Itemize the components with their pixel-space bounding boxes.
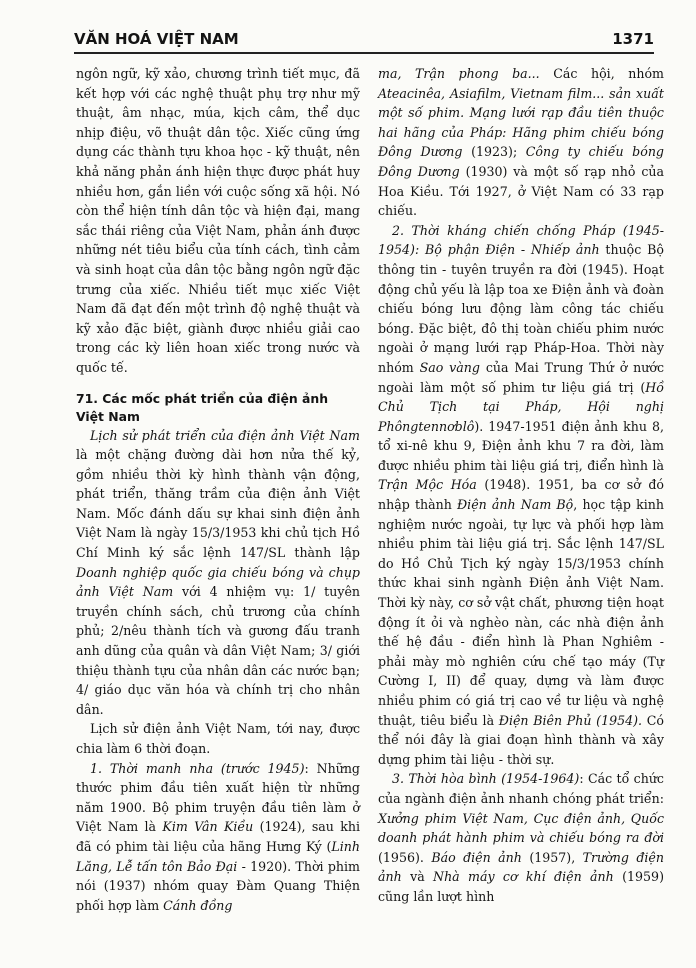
section-heading: 71. Các mốc phát triển của điện ảnh Việt Nam [76,390,329,424]
page-header [74,30,654,54]
right-column [378,64,664,958]
paragraph-periods: Lịch sử điện ảnh Việt Nam, tới nay, được chia làm 6 thời đoạn. [76,721,360,756]
paragraph-circus: ngôn ngữ, kỹ xảo, chương trình tiết mục, đã kết hợp với các nghệ thuật phụ trợ như mỹ thuật, âm nhạc, múa, kịch câm, thể dục nhịp điệu, võ thuật dân tộc. Xiếc cũng ứng dụng các thành tựu khoa học - kỹ thuật, nên khả năng phản ánh hiện thực được phát huy nhiều hơn, gắn liền với cuộc sống xã hội. Nó còn thể hiện tính dân tộc và hiện đại, mang sắc thái riêng của Việt Nam, phản ánh được những nét tiêu biểu của tính cách, tình cảm và sinh hoạt của dân tộc bằng ngôn ngữ đặc trưng của xiếc. Nhiều tiết mục xiếc Việt Nam đã đạt đến một trình độ nghệ thuật và kỹ xảo đặc biệt, giành được nhiều giải cao trong các kỳ liên hoan xiếc trong nước và quốc tế. [76,66,360,375]
running-title: VĂN HOÁ VIỆT NAM [74,30,239,48]
paragraph-period-2: 2. Thời kháng chiến chống Pháp (1945-1954): Bộ phận Điện - Nhiếp ảnh thuộc Bộ thông tin - tuyên truyền ra đời (1945). Hoạt động chủ yếu là lập toa xe Điện ảnh và đoàn chiếu bóng lưu động làm công tác chiếu bóng. Đặc biệt, đô thị toàn chiếu phim nước ngoài ở mạng lưới rạp Pháp-Hoa. Thời này nhóm Sao vàng của Mai Trung Thứ ở nước ngoài làm một số phim tư liệu giá trị (Hồ Chủ Tịch tại Pháp, Hội nghị Phôngtennơblô). 1947-1951 điện ảnh khu 8, tổ xi-nê khu 9, Điện ảnh khu 7 ra đời, làm được nhiều phim tài liệu giá trị, điển hình là Trận Mộc Hóa (1948). 1951, ba cơ sở đó nhập thành Điện ảnh Nam Bộ, học tập kinh nghiệm nước ngoài, tự lực và phối hợp làm nhiều phim tài liệu giá trị. Sắc lệnh 147/SL do Hồ Chủ Tịch ký ngày 15/3/1953 chính thức khai sinh ngành Điện ảnh Việt Nam. Thời kỳ này, cơ sở vật chất, phương tiện hoạt động ít ỏi và nghèo nàn, các nhà điện ảnh thế hệ đầu - điển hình là Phan Nghiêm - phải mày mò nghiên cứu chế tạo máy (Tự Cường I, II) để quay, dựng và làm được nhiều phim có giá trị cao về tư liệu và nghệ thuật, tiêu biểu là Điện Biên Phủ (1954). Có thể nói đây là giai đoạn hình thành và xây dựng phim tài liệu - thời sự. [378,222,665,767]
header-rule [74,52,654,54]
paragraph-period-1: 1. Thời manh nha (trước 1945): Những thước phim đầu tiên xuất hiện từ những năm 1900. Bộ phim truyện đầu tiên làm ở Việt Nam là Kim Vân Kiều (1924), sau khi đã có phim tài liệu của hãng Hưng Ký (Linh Lăng, Lễ tấn tôn Bảo Đại - 1920). Thời phim nói (1937) nhóm quay Đàm Quang Thiện phối hợp làm Cánh đồng [76,760,360,913]
left-column [76,64,360,958]
paragraph-period-3: 3. Thời hòa bình (1954-1964): Các tổ chức của ngành điện ảnh nhanh chóng phát triển: Xưởng phim Việt Nam, Cục điện ảnh, Quốc doanh phát hành phim và chiếu bóng ra đời (1956). Báo điện ảnh (1957), Trường điện ảnh và Nhà máy cơ khí điện ảnh (1959) cũng lần lượt hình [378,771,664,904]
page-number: 1371 [612,30,654,48]
paragraph-period-1-cont: ma, Trận phong ba... Các hội, nhóm Ateacinêa, Asiafilm, Vietnam film... sản xuất một số phim. Mạng lưới rạp đầu tiên thuộc hai hãng của Pháp: Hãng phim chiếu bóng Đông Dương (1923); Công ty chiếu bóng Đông Dương (1930) và một số rạp nhỏ của Hoa Kiều. Tới 1927, ở Việt Nam có 33 rạp chiếu. [378,66,664,219]
paragraph-history-intro: Lịch sử phát triển của điện ảnh Việt Nam là một chặng đường dài hơn nửa thế kỷ, gồm nhiều thời kỳ hình thành vận động, phát triển, thăng trầm của điện ảnh Việt Nam. Mốc đánh dấu sự khai sinh điện ảnh Việt Nam là ngày 15/3/1953 khi chủ tịch Hồ Chí Minh ký sắc lệnh 147/SL thành lập Doanh nghiệp quốc gia chiếu bóng và chụp ảnh Việt Nam với 4 nhiệm vụ: 1/ tuyên truyền chính sách, chủ trương của chính phủ; 2/nêu thành tích và gương đấu tranh anh dũng của quân và dân Việt Nam; 3/ giới thiệu thành tựu của nhân dân các nước bạn; 4/ giáo dục văn hóa và chính trị cho nhân dân. [76,427,361,717]
